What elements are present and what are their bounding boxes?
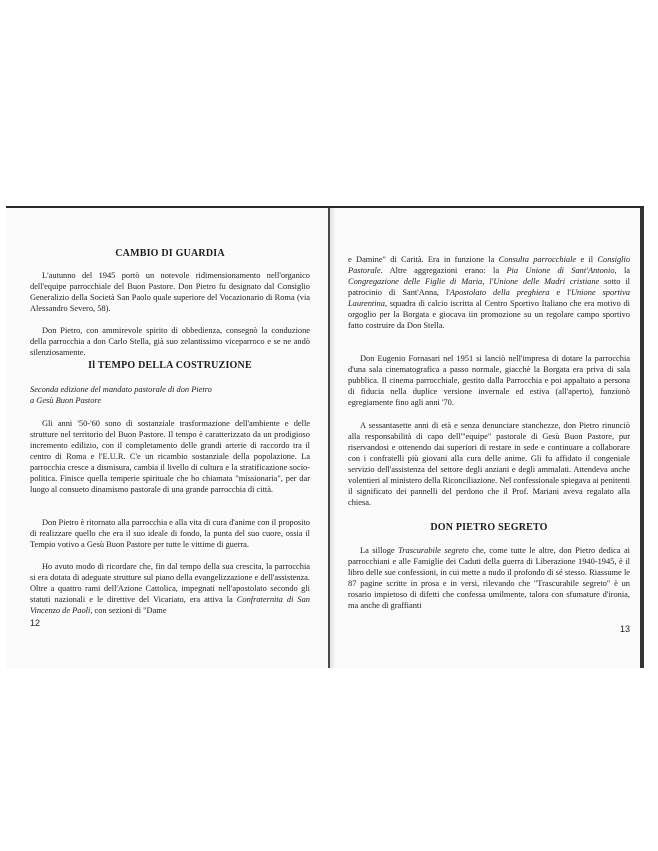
text-run-italic: Confraternita di San Vincenzo de Paoli,: [30, 595, 310, 615]
page-edge: [640, 208, 644, 668]
paragraph: Don Pietro è ritornato alla parrocchia e alla vita di cura d'anime con il proposito di realizzare quello che era il suo ideale di fondo, la punta del suo cuore, ossia il Tempio votivo a Gesù Buon Pastore per tutte le vittime di guerra.: [30, 518, 310, 549]
text-run-italic: Consiglio Pastorale.: [348, 255, 631, 275]
paragraph: Gli anni '50-'60 sono di sostanziale trasformazione dell'ambiente e delle strutture nel territorio del Buon Pastore. Il tempo è caratterizzato da un prodigioso incremento edilizio, con il completamento delle grandi arterie di raccordo tra il centro di Roma e l'E.U.R. C'e un ricambio sostanziale della popolazione. La parrocchia cresce a dismisura, cambia il livello di cultura e la stratificazione socio-politica. Finisce quella temperie spirituale che ho chiamata "missionaria", per dar luogo al consueto dinamismo pastorale di una grande parrocchia di città.: [30, 419, 310, 494]
text-run-italic: Unione sportiva Laurentina,: [348, 288, 630, 308]
subtitle-line: a Gesù Buon Pastore: [30, 396, 102, 405]
heading-don-pietro-segreto: DON PIETRO SEGRETO: [430, 522, 548, 533]
text-run: che, come tutte le altre, don Pietro dedica ai parrocchiani e alle Famiglie dei Caduti della guerra di Liberazione 1940-1945, è il libro delle sue confessioni, in cui mette a nudo il profondo di sé stesso. Riassume le 87 pagine scritte in prosa e in versi, rilevando che "Trascurabile segreto" è un rosario impietoso di difetti che confessa umilmente, talora con sfumature d'ironia, ma anche di graffianti: [348, 546, 630, 610]
paragraph: [348, 545, 630, 611]
text-run-italic: Trascurabile segreto: [398, 546, 469, 555]
page-number: 13: [619, 624, 630, 634]
paragraph: [30, 561, 310, 616]
text-run: e Damine" di Carità. Era in funzione la: [348, 255, 499, 264]
text-run: Ho avuto modo di ricordare che, fin dal tempo della sua crescita, la parrocchia si era dotata di adeguate strutture sul piano della evangelizzazione e dell'assistenza. Oltre a quattro rami dell'Azione Cattolica, impegnati nell'apostolato secondo gli statuti nazionali e le direttive del Vicariato, era attiva la: [30, 562, 310, 604]
paragraph: Don Pietro, con ammirevole spirito di obbedienza, consegnò la conduzione della parrocchia a don Carlo Stella, già suo zelantissimo viceparroco e se ne andò silenziosamente.: [30, 326, 310, 357]
book-spread: [6, 206, 644, 668]
text-run: con sezioni di "Dame: [92, 606, 167, 615]
text-run: Altre aggregazioni erano: la: [382, 266, 507, 275]
page-number: 12: [30, 618, 41, 628]
paragraph: [348, 254, 630, 331]
text-run: squadra di calcio iscritta al Centro Sportivo Italiano che era motivo di orgoglio per la Borgata e giocava iin promozione su un regolare campo sportivo fatto costruire da Don Stella.: [348, 299, 630, 330]
paragraph: L'autunno del 1945 portò un notevole ridimensionamento nell'organico dell'equipe parrocchiale del Buon Pastore. Don Pietro fu designato dal Consiglio Generalizio della Società San Paolo quale superiore del Vocazionario di Roma (via Alessandro Severo, 58).: [30, 271, 310, 313]
text-run: e l': [549, 288, 571, 297]
paragraph: Don Eugenio Fornasari nel 1951 si lanciò nell'impresa di dotare la parrocchia d'una sala cinematografica a passo normale, giacchè la Borgata era priva di sala pubblica. Il cinema parrocchiale, gestito dalla Parrocchia e poi appaltato a persona di fiducia nella duplice versione invernale ed estiva (all'aperto), funzionò egregiamente fino agli anni '70.: [348, 354, 630, 407]
text-run-italic: Apostolato della preghiera: [449, 288, 550, 297]
text-run: la: [616, 266, 631, 275]
text-run-italic: Pia Unione di Sant'Antonio,: [506, 266, 617, 275]
subtitle-line: Seconda edizione del mandato pastorale di don Pietro: [30, 385, 212, 394]
spine-shadow: [330, 208, 336, 668]
text-run: sotto il patrocinio di Sant'Anna, l': [348, 277, 630, 297]
heading-cambio-di-guardia: CAMBIO DI GUARDIA: [115, 248, 225, 259]
text-run: La silloge: [360, 546, 399, 555]
scan-blank-area: [0, 0, 658, 206]
text-run-italic: Congregazione delle Figlie di Maria, l'Unione delle Madri cristiane: [348, 277, 600, 286]
text-run-italic: Consulta parrocchiale: [498, 255, 577, 264]
heading-tempo-costruzione: Il TEMPO DELLA COSTRUZIONE: [88, 360, 252, 371]
paragraph: A sessantasette anni di età e senza denunciare stanchezze, don Pietro rinunciò alla responsabilità di capo dell'"equipe" pastorale di Gesù Buon Pastore, pur riservandosi e ottenendo dai superiori di restare in sede e continuare a collaborare con i confratelli più giovani alla cura delle anime. Gli fu affidato il congeniale servizio dell'assistenza del settore degli anziani e degli ammalati. Attendeva anche volentieri al ministero della Riconciliazione. Nel confessionale spiegava ai penitenti il significato dei pannelli del perdono che il Prof. Mariani aveva regalato alla chiesa.: [348, 421, 630, 507]
text-run: e il: [576, 255, 598, 264]
